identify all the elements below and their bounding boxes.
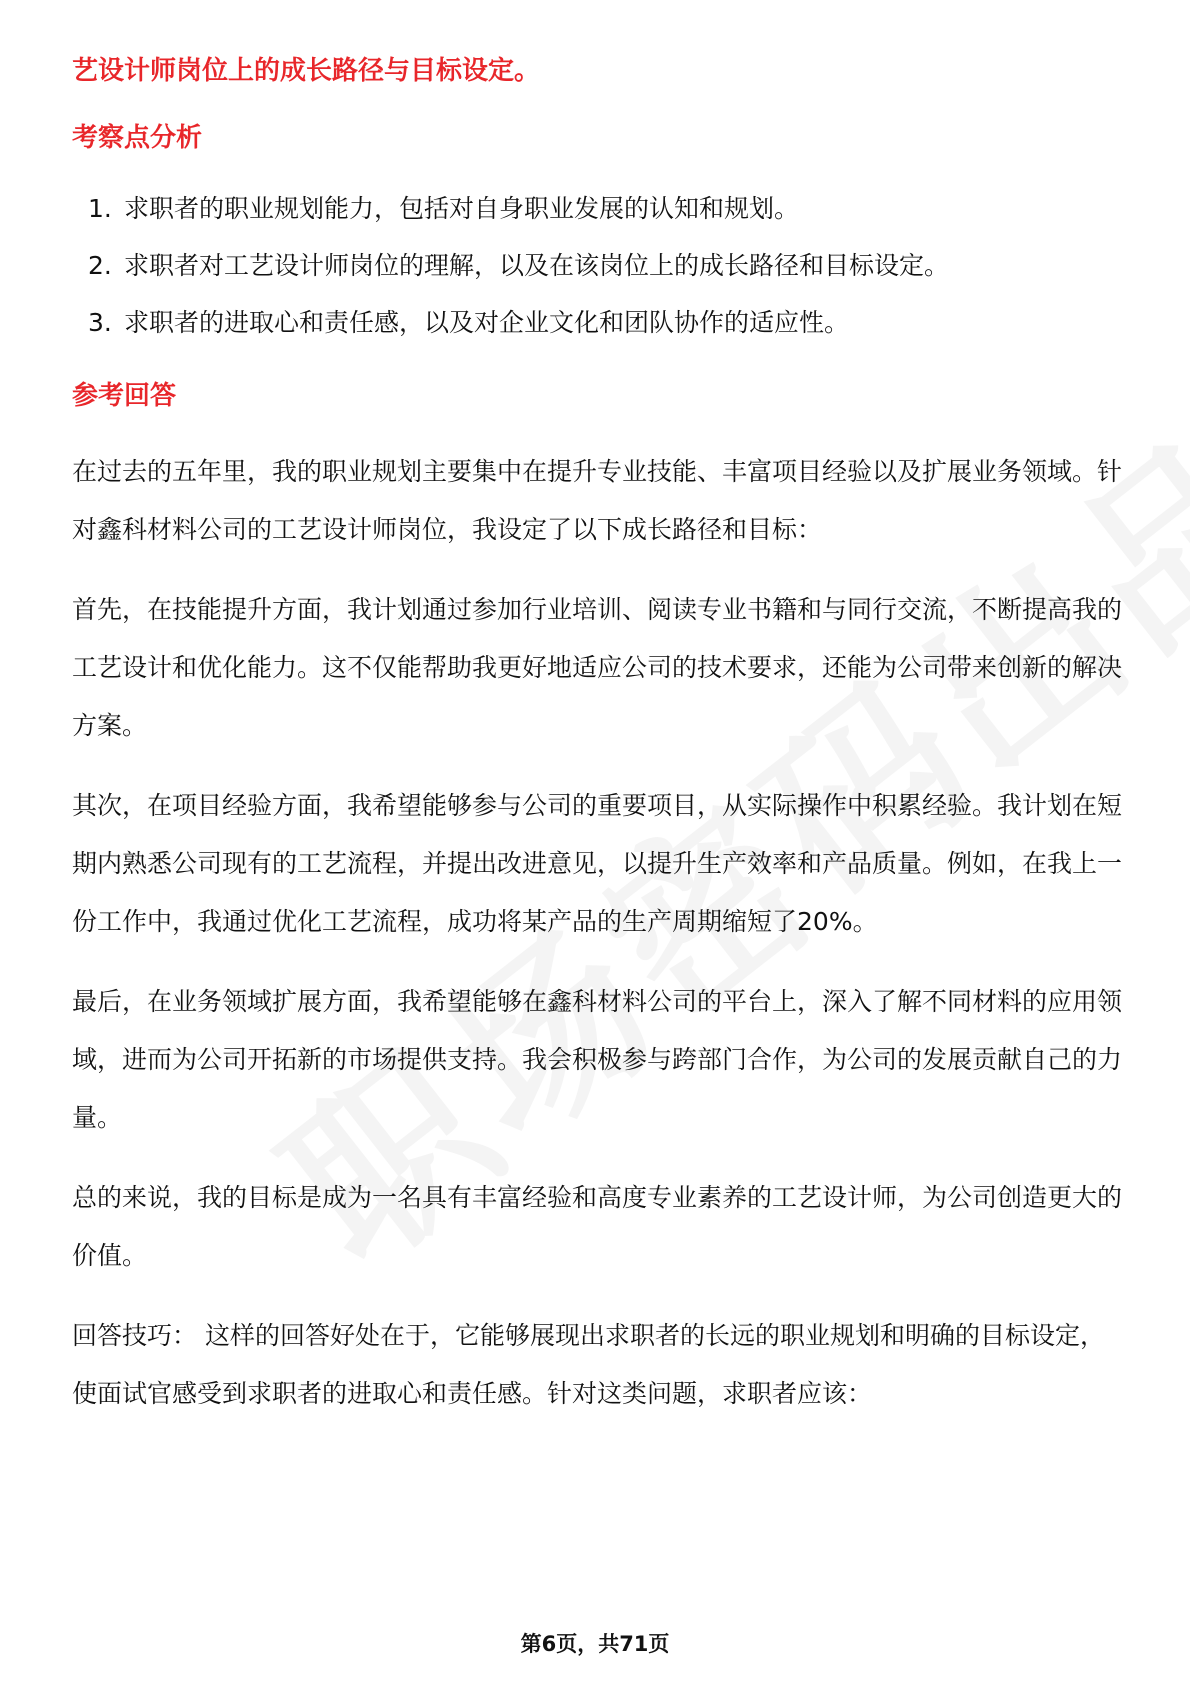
answer-heading: 参考回答 [72,381,177,412]
question-heading-continuation: 艺设计师岗位上的成长路径与目标设定。 [72,56,541,86]
list-item [72,294,1122,351]
answer-tips-paragraph: 回答技巧： 这样的回答好处在于，它能够展现出求职者的长远的职业规划和明确的目标设定，使面试官感受到求职者的进取心和责任感。针对这类问题，求职者应该： [72,1320,1105,1408]
analysis-points-list [72,180,1122,351]
answer-paragraph-skills: 首先，在技能提升方面，我计划通过参加行业培训、阅读专业书籍和与同行交流，不断提高我的工艺设计和优化能力。这不仅能帮助我更好地适应公司的技术要求，还能为公司带来创新的解决方案。 [72,594,1123,740]
list-item-number: 3. [88,308,112,338]
list-item-text: 求职者的进取心和责任感，以及对企业文化和团队协作的适应性。 [124,308,850,338]
list-item [72,180,1122,237]
list-item-text: 求职者的职业规划能力，包括对自身职业发展的认知和规划。 [124,194,800,224]
answer-paragraph-projects: 其次，在项目经验方面，我希望能够参与公司的重要项目，从实际操作中积累经验。我计划在短期内熟悉公司现有的工艺流程，并提出改进意见，以提升生产效率和产品质量。例如，在我上一份工作中，我通过优化工艺流程，成功将某产品的生产周期缩短了20%。 [72,790,1123,936]
answer-paragraph-summary: 总的来说，我的目标是成为一名具有丰富经验和高度专业素养的工艺设计师，为公司创造更大的价值。 [72,1182,1123,1270]
page-content [72,44,1122,1423]
answer-paragraph-intro: 在过去的五年里，我的职业规划主要集中在提升专业技能、丰富项目经验以及扩展业务领域。针对鑫科材料公司的工艺设计师岗位，我设定了以下成长路径和目标： [72,456,1123,544]
list-item-text: 求职者对工艺设计师岗位的理解，以及在该岗位上的成长路径和目标设定。 [124,251,950,281]
analysis-heading: 考察点分析 [72,123,203,154]
list-item-number: 2. [88,251,112,281]
page-number-footer: 第6页，共71页 [520,1632,670,1656]
list-item-number: 1. [88,194,112,224]
answer-paragraph-business: 最后，在业务领域扩展方面，我希望能够在鑫科材料公司的平台上，深入了解不同材料的应用领域，进而为公司开拓新的市场提供支持。我会积极参与跨部门合作，为公司的发展贡献自己的力量。 [72,986,1123,1132]
list-item [72,237,1122,294]
